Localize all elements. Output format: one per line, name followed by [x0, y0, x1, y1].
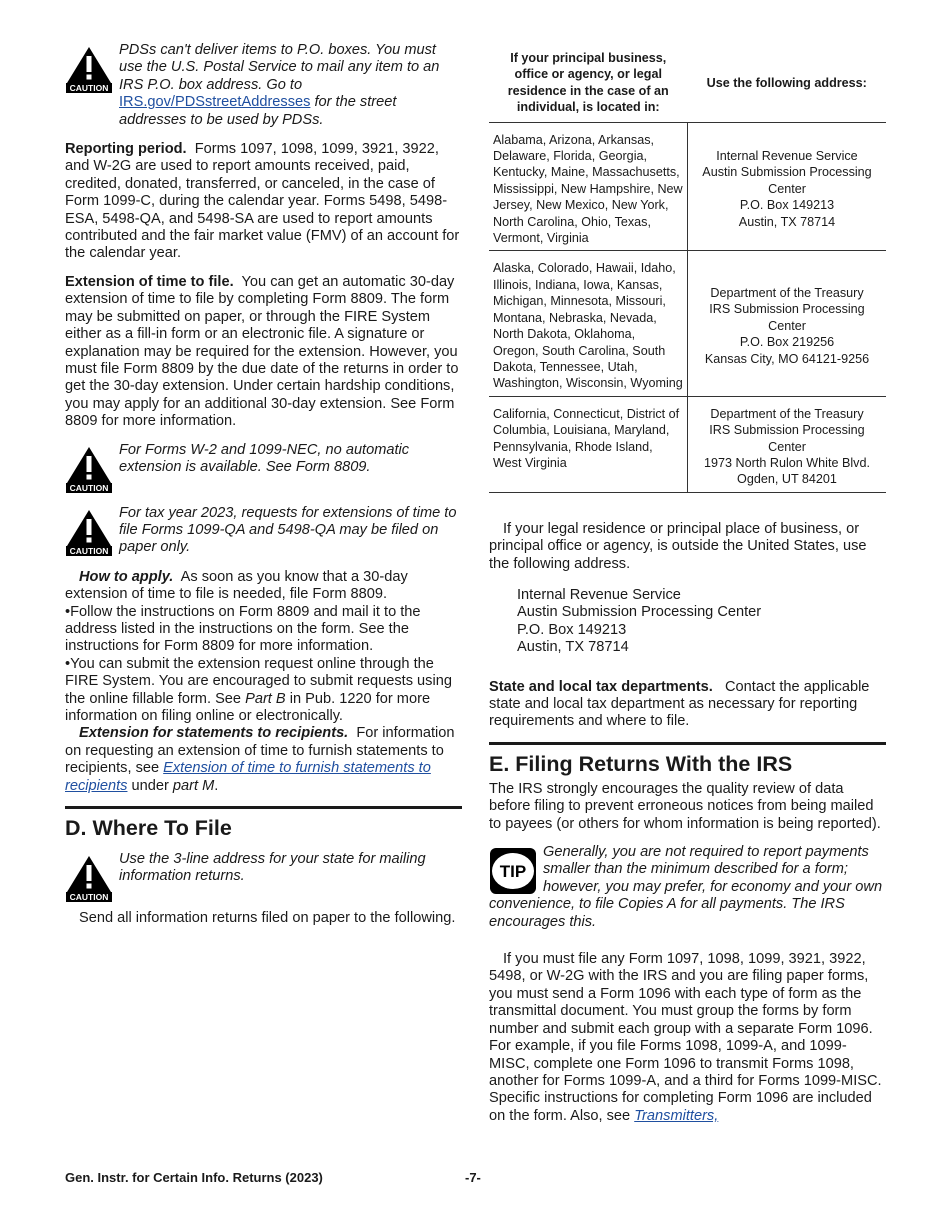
section-d-heading: D. Where To File: [65, 806, 462, 841]
tip-icon: [489, 847, 537, 895]
caution-label: CAUTION: [69, 892, 109, 903]
outside-us-text: If your legal residence or principal place of business, or principal office or agency, is outside the United States, use the following address.: [489, 520, 867, 572]
table-row: Alaska, Colorado, Hawaii, Idaho, Illinois, Indiana, Iowa, Kansas, Michigan, Minnesota, Missouri, Montana, Nebraska, Nevada, North Dakota, Oklahoma, Oregon, South Carolina, South Dakota, Tennessee, Utah, Washington, Wisconsin, Wyoming Department of the Treasury IRS Submission Processing Center P.O. Box 219256 Kansas City, MO 64121-9256: [489, 251, 886, 396]
section-e-heading: E. Filing Returns With the IRS: [489, 742, 886, 777]
extension-furnish-link[interactable]: Extension of time to furnish statements to recipients: [65, 760, 431, 794]
reporting-period: Reporting period. Forms 1097, 1098, 1099, 3921, 3922, and W-2G are used to report amounts received, paid, credited, donated, transferred, or canceled, in the case of Form 1099-C, during the calendar year. Forms 5498, 5498-ESA, 5498-QA, and 5498-SA are used to report amounts contributed and the fair market value (FMV) of an account for the calendar year.: [65, 141, 460, 262]
caution-qa: CAUTION For tax year 2023, requests for extensions of time to file Forms 1099-QA and 5498-QA may be filed on paper only.: [65, 505, 462, 557]
caution-w2: CAUTION For Forms W-2 and 1099-NEC, no automatic extension is available. See Form 8809.: [65, 442, 462, 493]
caution-icon: [65, 854, 113, 902]
table-row: California, Connecticut, District of Columbia, Louisiana, Maryland, Pennsylvania, Rhode Island, West Virginia Department of the Treasury IRS Submission Processing Center 1973 North Rulon White Blvd. Ogden, UT 84201: [489, 396, 886, 492]
outside-us-address: Internal Revenue Service Austin Submission Processing Center P.O. Box 149213 Austin, TX 78714: [517, 586, 762, 656]
caution-pds: CAUTION PDSs can't deliver items to P.O. boxes. You must use the U.S. Postal Service to mail any item to an IRS P.O. box address. Go to IRS.gov/PDSstreetAddresses for the street addresses to be used by PDSs.: [65, 42, 462, 129]
section-e-intro: The IRS strongly encourages the quality review of data before filing to prevent erroneous notices from being mailed to payees (or others for whom information is being reported).: [489, 780, 881, 832]
page-number: -7-: [465, 1170, 481, 1185]
caution-icon: [65, 445, 113, 493]
left-column: [65, 42, 462, 927]
caution-label: CAUTION: [69, 482, 109, 493]
table-header-address: Use the following address:: [688, 46, 887, 122]
tip-box: TIP Generally, you are not required to report payments smaller than the minimum described for a form; however, you may prefer, for economy and your own convenience, to file Copies A for all payments. The IRS encourages this.: [489, 844, 883, 930]
bullet-online: •You can submit the extension request online through the FIRE System. You are encouraged to submit requests using the online fillable form. See Part B in Pub. 1220 for more information on filing online or electronically.: [65, 655, 452, 724]
bullet-mail: •Follow the instructions on Form 8809 and mail it to the address listed in the instructions on the form. See the instructions for Form 8809 for more information.: [65, 603, 421, 655]
caution-3-line: CAUTION Use the 3-line address for your state for mailing information returns.: [65, 851, 462, 902]
extension-of-time: Extension of time to file. You can get an automatic 30-day extension of time to file by completing Form 8809. The form may be submitted on paper, or through the FIRE System either as a fill-in form or an electronic file. A signature or explanation may be required for the extension. However, you must file Form 8809 by the due date of the returns in order to get the 30-day extension. Under certain hardship conditions, you may apply for an additional 30-day extension. See Form 8809 for more information.: [65, 273, 459, 430]
caution-label: CAUTION: [69, 83, 109, 93]
send-all-text: Send all information returns filed on paper to the following.: [79, 910, 456, 927]
tip-label: TIP: [499, 862, 527, 882]
right-column: [489, 46, 886, 1125]
table-row: Alabama, Arizona, Arkansas, Delaware, Florida, Georgia, Kentucky, Maine, Massachusetts, Mississippi, New Hampshire, New Jersey, New Mexico, New York, North Carolina, Ohio, Texas, Vermont, Virginia Internal Revenue Service Austin Submission Processing Center P.O. Box 149213 Austin, TX 78714: [489, 122, 886, 251]
how-to-apply: How to apply. As soon as you know that a 30-day extension of time to file is needed, file Form 8809.: [65, 568, 408, 603]
footer-title: Gen. Instr. for Certain Info. Returns (2023): [65, 1170, 323, 1185]
bullet-icon: •: [65, 655, 71, 672]
caution-icon: [65, 508, 113, 556]
irs-pds-link[interactable]: IRS.gov/PDSstreetAddresses: [119, 94, 311, 111]
caution-icon: [65, 45, 113, 93]
caution-label: CAUTION: [69, 545, 109, 556]
address-table: [489, 46, 886, 493]
extension-statements: Extension for statements to recipients. For information on requesting an extension of time to furnish statements to recipients, see Extension of time to furnish statements to recipients under part M.: [65, 725, 455, 794]
bullet-icon: •: [65, 603, 71, 620]
table-header-states: If your principal business, office or agency, or legal residence in the case of an individual, is located in:: [489, 46, 688, 122]
state-local-tax: State and local tax departments. Contact the applicable state and local tax department as necessary for reporting requirements and where to file.: [489, 678, 870, 730]
form-1096-text: If you must file any Form 1097, 1098, 1099, 3921, 3922, 5498, or W-2G with the IRS and you are filing paper forms, you must send a Form 1096 with each type of form as the transmittal document. You must group the forms by form number and submit each group with a separate Form 1096. For example, if you file Forms 1098, 1099-A, and 1099-MISC, complete one Form 1096 to transmit Forms 1098, another for Forms 1099-A, and a third for Forms 1099-MISC. Specific instructions for completing Form 1096 are included on the form. Also, see Transmitters,: [489, 951, 882, 1124]
transmitters-link[interactable]: Transmitters,: [634, 1107, 719, 1124]
